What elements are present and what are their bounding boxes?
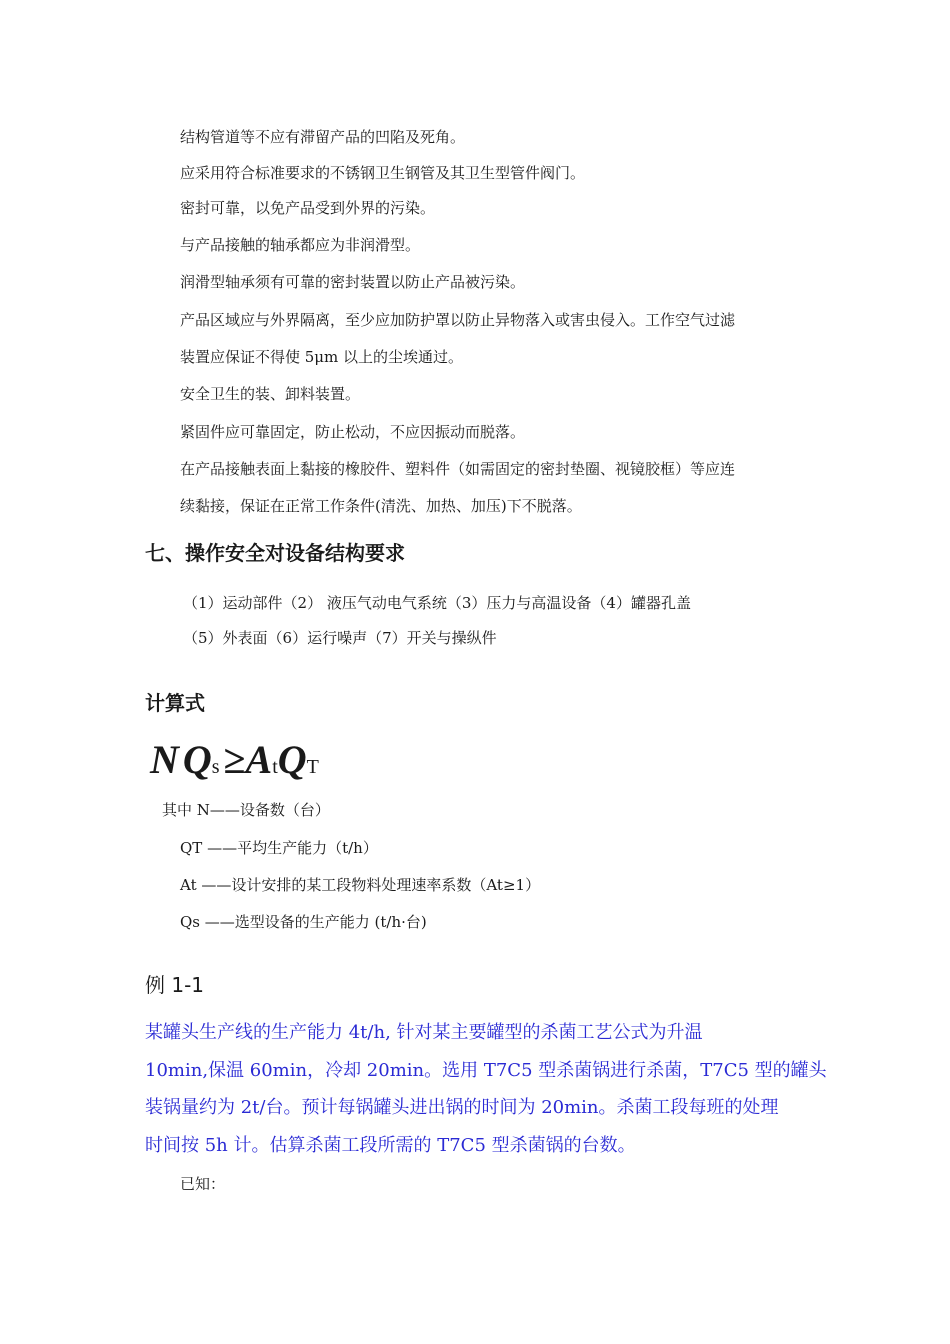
example-line: 10min,保温 60min，冷却 20min。选用 T7C5 型杀菌锅进行杀菌，T7C5 型的罐头 [145, 1060, 827, 1081]
example-line: 某罐头生产线的生产能力 4t/h, 针对某主要罐型的杀菌工艺公式为升温 [145, 1022, 703, 1043]
section-7-line: （5）外表面（6）运行噪声（7）开关与操纵件 [183, 629, 497, 647]
formula-sub-s: s [211, 756, 220, 778]
definition-line: Qs ——选型设备的生产能力 (t/h·台) [180, 913, 427, 931]
body-line: 结构管道等不应有滞留产品的凹陷及死角。 [180, 128, 466, 146]
body-line: 在产品接触表面上黏接的橡胶件、塑料件（如需固定的密封垫圈、视镜胶框）等应连 [180, 460, 736, 478]
example-heading: 例 1-1 [145, 973, 205, 997]
body-line: 密封可靠，以免产品受到外界的污染。 [180, 199, 436, 217]
body-line: 续黏接，保证在正常工作条件(清洗、加热、加压)下不脱落。 [180, 497, 582, 515]
formula-heading: 计算式 [145, 691, 205, 715]
body-line: 装置应保证不得使 5μm 以上的尘埃通过。 [180, 348, 464, 366]
body-line: 与产品接触的轴承都应为非润滑型。 [180, 236, 421, 254]
section-7-line: （1）运动部件（2） 液压气动电气系统（3）压力与高温设备（4）罐器孔盖 [183, 594, 691, 612]
formula-Q: Q [277, 737, 307, 782]
definition-line: 其中 N——设备数（台） [162, 801, 330, 819]
body-line: 应采用符合标准要求的不锈钢卫生钢管及其卫生型管件阀门。 [180, 164, 586, 182]
formula-Q: Q [182, 737, 212, 782]
definition-line: QT ——平均生产能力（t/h） [180, 839, 378, 857]
formula-sub-t: t [272, 756, 278, 778]
example-line: 时间按 5h 计。估算杀菌工段所需的 T7C5 型杀菌锅的台数。 [145, 1135, 636, 1156]
body-line: 润滑型轴承须有可靠的密封装置以防止产品被污染。 [180, 273, 526, 291]
formula-ge: ≥ [223, 737, 246, 782]
formula-A: A [245, 737, 273, 782]
capacity-formula [150, 737, 420, 782]
example-line: 装锅量约为 2t/台。预计每锅罐头进出锅的时间为 20min。杀菌工段每班的处理 [145, 1097, 779, 1118]
body-line: 紧固件应可靠固定，防止松动，不应因振动而脱落。 [180, 423, 526, 441]
formula-N: N [150, 737, 179, 782]
formula-sub-T: T [306, 756, 319, 778]
body-line: 产品区域应与外界隔离，至少应加防护罩以防止异物落入或害虫侵入。工作空气过滤 [180, 311, 736, 329]
section-7-heading: 七、操作安全对设备结构要求 [145, 541, 405, 565]
definition-line: At ——设计安排的某工段物料处理速率系数（At≥1） [180, 876, 541, 894]
known-label: 已知： [180, 1175, 226, 1193]
body-line: 安全卫生的装、卸料装置。 [180, 385, 361, 403]
